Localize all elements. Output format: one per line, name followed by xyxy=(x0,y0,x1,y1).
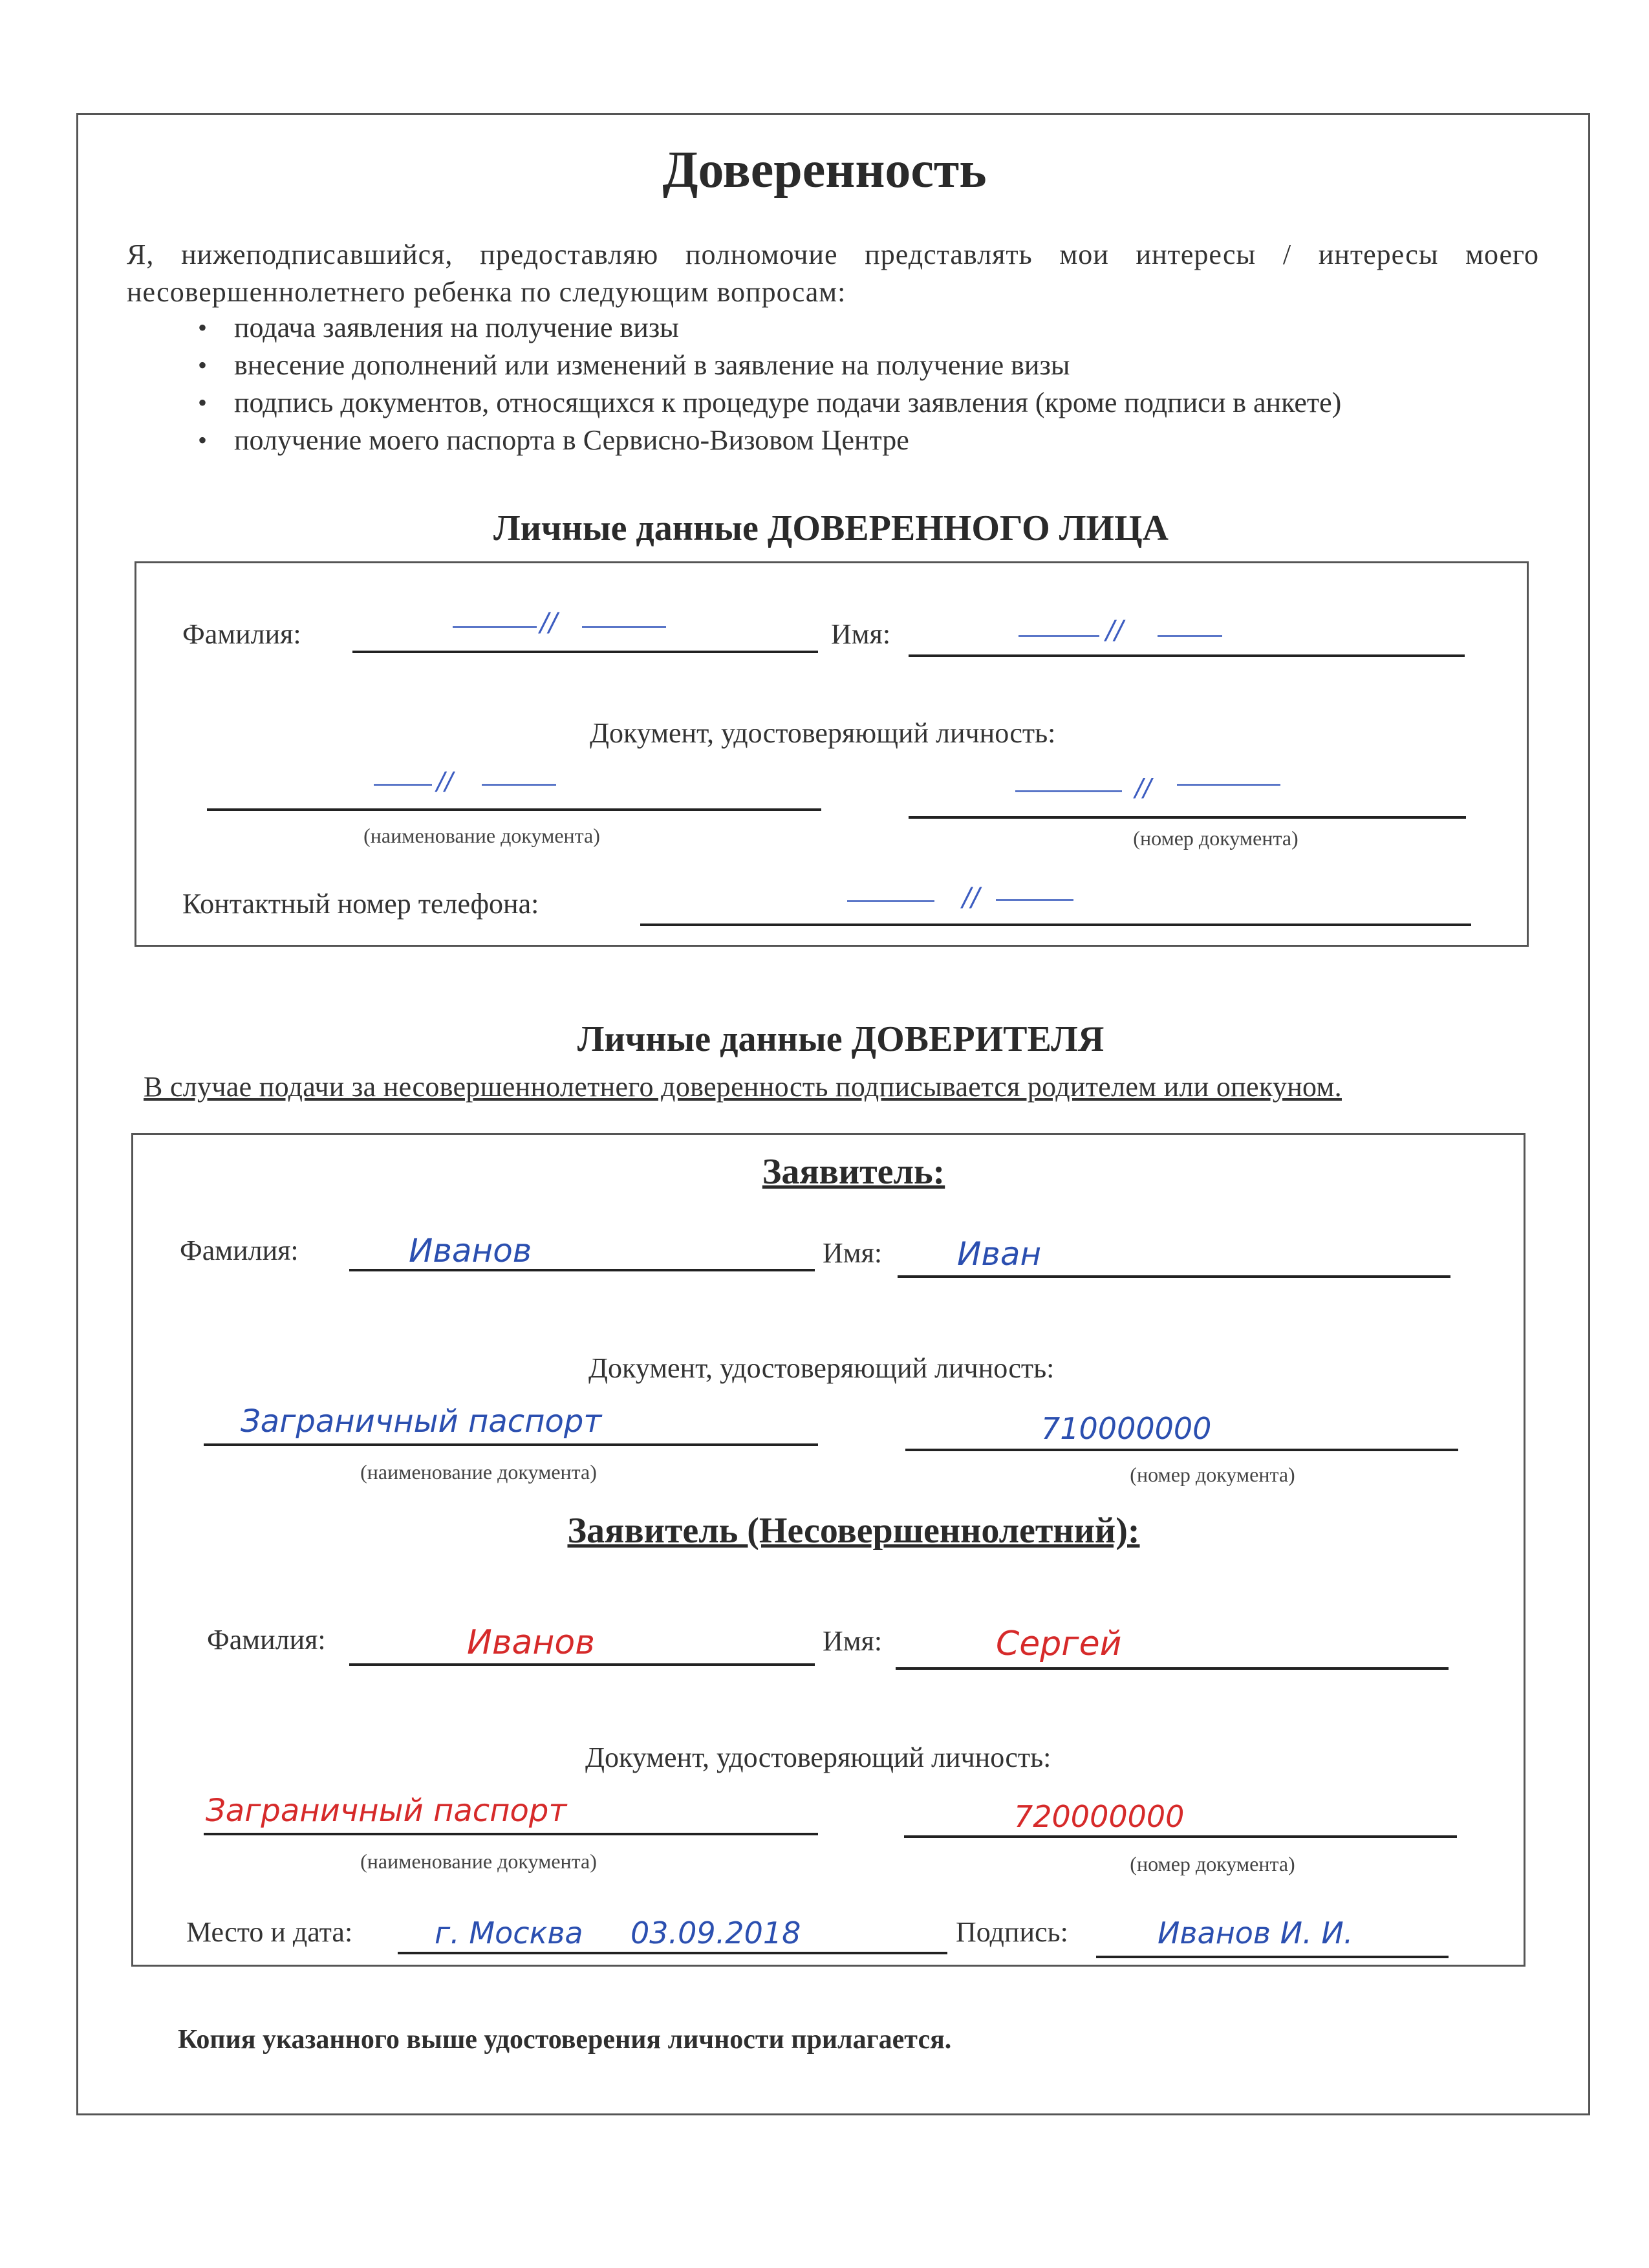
list-item: • подпись документов, относящихся к процедуре подачи заявления (кроме подписи в анкете) xyxy=(198,384,1556,422)
slash-mark: // xyxy=(436,767,453,795)
slash-mark: // xyxy=(962,883,980,913)
trustee-surname-field[interactable] xyxy=(352,651,818,653)
intro-text: Я, нижеподписавшийся, предоставляю полномочие представлять мои интересы / интересы моего несовершеннолетнего ребенка по следующим вопросам: xyxy=(127,239,1539,308)
trustee-doc-number-field[interactable] xyxy=(909,816,1466,819)
place-date-label: Место и дата: xyxy=(186,1916,353,1948)
principal-note: В случае подачи за несовершеннолетнего доверенность подписывается родителем или опекуном. xyxy=(144,1071,1342,1103)
slash-mark: // xyxy=(1135,773,1152,802)
trustee-phone-field[interactable] xyxy=(640,923,1471,926)
list-item: • получение моего паспорта в Сервисно-Визовом Центре xyxy=(198,422,1556,459)
signature-label: Подпись: xyxy=(956,1916,1068,1948)
minor-name-field[interactable] xyxy=(896,1667,1449,1670)
dash-mark xyxy=(453,626,537,628)
signature-value: Иванов И. И. xyxy=(1158,1916,1353,1950)
trustee-doc-name-field[interactable] xyxy=(207,808,821,811)
trustee-surname-label: Фамилия: xyxy=(182,618,301,650)
applicant-surname-label: Фамилия: xyxy=(180,1235,299,1266)
trustee-heading: Личные данные ДОВЕРЕННОГО ЛИЦА xyxy=(493,508,1169,548)
doc-number-caption: (номер документа) xyxy=(1133,826,1299,850)
date-value: 03.09.2018 xyxy=(630,1916,801,1950)
document-title: Доверенность xyxy=(662,142,987,199)
slash-mark: // xyxy=(540,608,557,638)
dash-mark xyxy=(582,626,666,628)
doc-name-caption: (наименование документа) xyxy=(360,1460,597,1484)
minor-surname-field[interactable] xyxy=(349,1663,815,1666)
dash-mark xyxy=(374,784,432,786)
dash-mark xyxy=(1018,635,1099,637)
applicant-heading: Заявитель: xyxy=(762,1152,945,1192)
minor-surname-label: Фамилия: xyxy=(207,1624,326,1656)
doc-name-caption: (наименование документа) xyxy=(360,1850,597,1873)
trustee-name-field[interactable] xyxy=(909,654,1465,657)
authority-list xyxy=(198,309,1556,459)
principal-heading: Личные данные ДОВЕРИТЕЛЯ xyxy=(577,1019,1105,1059)
trustee-name-label: Имя: xyxy=(831,618,891,650)
minor-doc-name-value: Заграничный паспорт xyxy=(206,1793,567,1829)
doc-number-caption: (номер документа) xyxy=(1130,1852,1295,1875)
minor-name-value: Сергей xyxy=(996,1625,1122,1663)
minor-heading: Заявитель (Несовершеннолетний): xyxy=(567,1511,1140,1551)
place-date-field[interactable] xyxy=(398,1952,947,1954)
minor-surname-value: Иванов xyxy=(467,1623,595,1662)
minor-doc-number-value: 720000000 xyxy=(1014,1799,1185,1834)
applicant-id-doc-label: Документ, удостоверяющий личность: xyxy=(588,1352,1055,1384)
applicant-doc-number-field[interactable] xyxy=(905,1449,1458,1451)
dash-mark xyxy=(847,900,934,902)
signature-field[interactable] xyxy=(1096,1956,1449,1958)
minor-name-label: Имя: xyxy=(823,1625,883,1657)
applicant-doc-name-value: Заграничный паспорт xyxy=(241,1403,602,1440)
minor-id-doc-label: Документ, удостоверяющий личность: xyxy=(585,1742,1051,1773)
dash-mark xyxy=(482,784,556,786)
applicant-name-field[interactable] xyxy=(898,1275,1450,1278)
applicant-doc-name-field[interactable] xyxy=(204,1443,818,1446)
list-item: • подача заявления на получение визы xyxy=(198,309,1556,347)
place-value: г. Москва xyxy=(435,1916,583,1950)
minor-doc-name-field[interactable] xyxy=(204,1833,818,1835)
trustee-phone-label: Контактный номер телефона: xyxy=(182,888,539,920)
dash-mark xyxy=(1158,635,1222,637)
applicant-surname-value: Иванов xyxy=(409,1232,532,1269)
minor-doc-number-field[interactable] xyxy=(904,1835,1457,1838)
footer-note: Копия указанного выше удостоверения личности прилагается. xyxy=(178,2025,952,2055)
slash-mark: // xyxy=(1106,616,1123,645)
applicant-name-label: Имя: xyxy=(823,1237,883,1269)
dash-mark xyxy=(1177,784,1280,786)
dash-mark xyxy=(1015,790,1122,792)
dash-mark xyxy=(996,899,1073,901)
trustee-id-doc-label: Документ, удостоверяющий личность: xyxy=(590,717,1056,749)
list-item: • внесение дополнений или изменений в заявление на получение визы xyxy=(198,347,1556,384)
doc-number-caption: (номер документа) xyxy=(1130,1463,1295,1486)
applicant-name-value: Иван xyxy=(957,1235,1042,1273)
doc-name-caption: (наименование документа) xyxy=(363,824,600,847)
applicant-doc-number-value: 710000000 xyxy=(1041,1411,1212,1446)
